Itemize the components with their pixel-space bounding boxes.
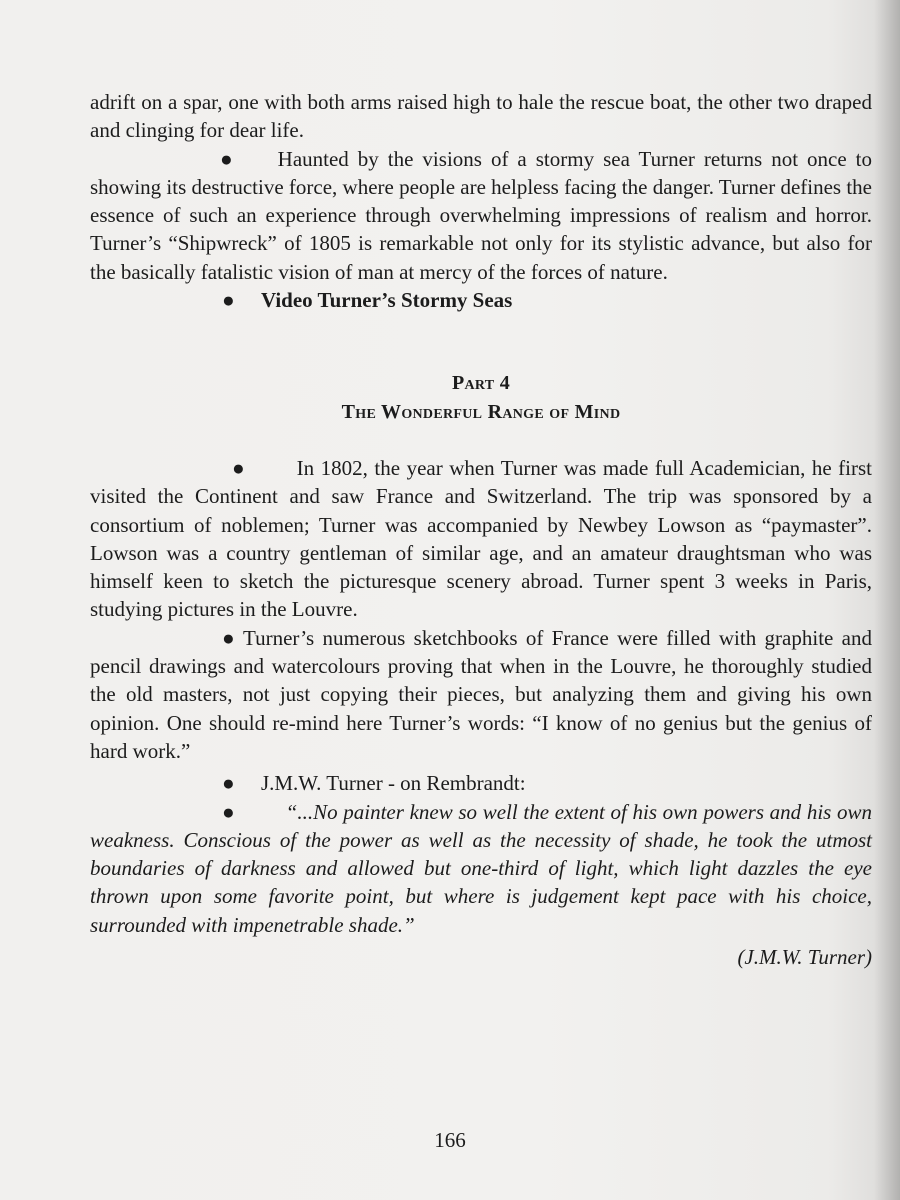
bullet-icon: ● [222,625,235,650]
paragraph-text: Turner’s numerous sketchbooks of France were filled with graphite and pencil drawings and watercolours proving that when in the Louvre, he thoroughly studied the old masters, not just copying their pieces, but analyzing them and giving his own opinion. One should re-mind here Turner’s words: “I know of no genius but the genius of hard work.” [90,625,872,763]
paragraph-haunted-visions [90,145,872,286]
quote-text: “...No painter knew so well the extent of his own powers and his own weakness. Conscious of the power as well as the necessity of shade, he took the utmost boundaries of darkness and allowed but one-third of light, which light dazzles the eye thrown upon some favorite point, but where is judgement kept pace with his choice, surrounded with impenetrable shade.” [90,799,872,937]
paragraph-text: In 1802, the year when Turner was made full Academician, he first visited the Continent and saw France and Switzerland. The trip was sponsored by a consortium of noblemen; Turner was accompanied by Newbey Lowson as “paymaster”. Lowson was a country gentleman of similar age, and an amateur draughtsman who was himself keen to sketch the picturesque scenery abroad. Turner spent 3 weeks in Paris, studying pictures in the Louvre. [90,455,872,622]
part-title [90,398,872,426]
page-content [90,88,872,971]
part-heading [90,369,872,397]
bullet-icon: ● [232,455,245,480]
paragraph-sketchbooks [90,624,872,765]
paragraph-rembrandt-intro [90,769,872,797]
paragraph-continent-trip [90,454,872,624]
part-heading-text: Part 4 [451,372,511,395]
paragraph-rembrandt-quote [90,798,872,939]
paragraph-text: J.M.W. Turner - on Rembrandt: [260,771,526,796]
paragraph-shipwreck-continued [90,88,872,145]
bullet-icon: ● [222,288,235,313]
bullet-icon: ● [222,799,235,824]
paragraph-video-link [90,286,872,314]
bullet-icon: ● [220,146,233,171]
video-title-text: Video Turner’s Stormy Seas [260,288,513,313]
quote-attribution: (J.M.W. Turner) [737,945,872,970]
page-number: 166 [434,1128,466,1152]
page-edge-shadow [874,0,900,1200]
part-title-text: The Wonderful Range of Mind [341,400,621,423]
bullet-icon: ● [222,771,235,796]
paragraph-text: Haunted by the visions of a stormy sea Turner returns not once to showing its destructive force, where people are helpless facing the danger. Turner defines the essence of such an experience through overwhelming impressions of realism and horror. Turner’s “Shipwreck” of 1805 is remarkable not only for its stylistic advance, but also for the basically fatalistic vision of man at mercy of the forces of nature. [90,146,873,284]
paragraph-text: adrift on a spar, one with both arms raised high to hale the rescue boat, the other two draped and clinging for dear life. [90,90,872,143]
